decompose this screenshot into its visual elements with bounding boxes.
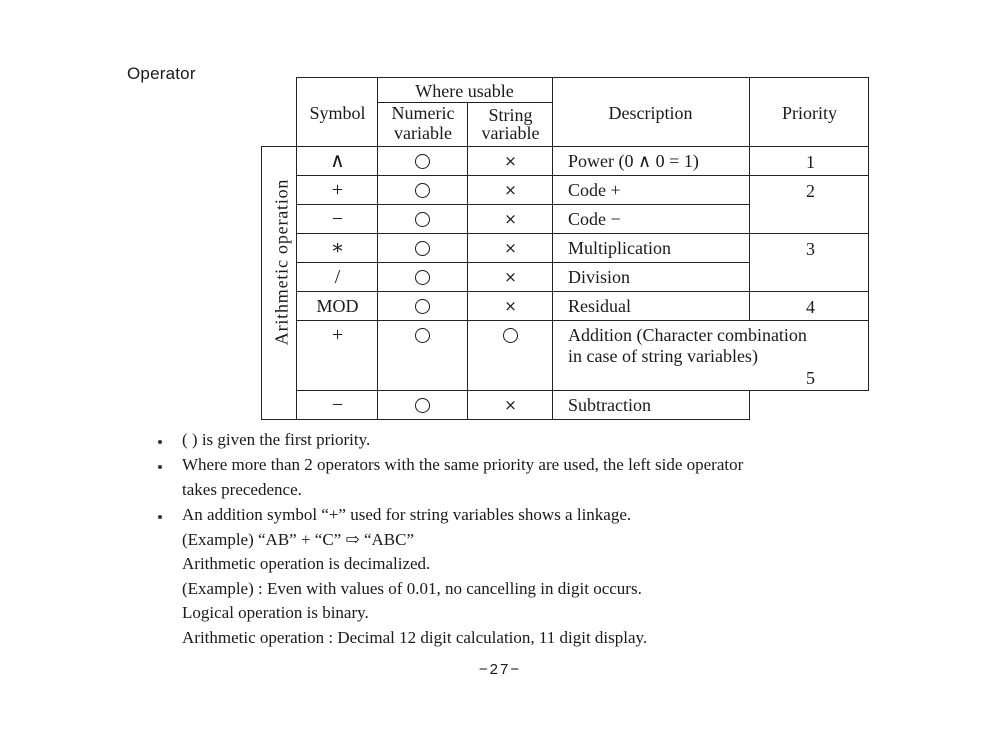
table-rule [296,390,553,391]
operator-description: Power (0 ∧ 0 = 1) [568,151,699,171]
table-rule [749,204,750,234]
usable-yes-mark [415,270,430,285]
table-rule [749,77,750,147]
operator-symbol: + [331,324,344,346]
operator-symbol: − [331,208,344,230]
table-rule [296,262,553,263]
header-numeric-variable: Numeric [391,103,455,123]
usable-no-mark: × [504,297,517,315]
usable-no-mark: × [504,239,517,257]
usable-no-mark: × [504,268,517,286]
usable-yes-mark [415,154,430,169]
note-text: Arithmetic operation is decimalized. [182,554,431,573]
table-rule [749,390,750,420]
table-rule [749,291,750,321]
usable-yes-mark [415,183,430,198]
table-rule [261,146,869,147]
operator-description: Code − [568,209,621,229]
table-rule [296,233,553,234]
note-text: (Example) “AB” + “C” ⇨ “ABC” [182,529,415,549]
usable-yes-mark [415,398,430,413]
table-rule [552,291,750,292]
priority-value: 3 [806,239,815,259]
usable-yes-mark [415,299,430,314]
bullet-icon [158,515,162,519]
note-text: takes precedence. [182,480,302,499]
operator-description: Subtraction [568,395,651,415]
operator-symbol: − [331,394,344,416]
table-rule [552,390,869,391]
table-rule [261,146,262,420]
table-rule [552,204,750,205]
header-string-variable: String [488,105,533,125]
table-rule [749,175,750,205]
table-rule [749,233,869,234]
header-where-usable: Where usable [415,81,514,101]
priority-value: 1 [806,152,815,172]
operator-description: Multiplication [568,238,671,258]
table-rule [749,291,869,292]
note-text: (Example) : Even with values of 0.01, no cancelling in digit occurs. [182,578,642,598]
operator-symbol: ∧ [330,150,345,172]
priority-value: 2 [806,181,815,201]
note-text: Logical operation is binary. [182,603,369,622]
section-heading: Operator [127,64,196,83]
group-label-arithmetic-operation: Arithmetic operation [271,178,292,346]
operator-description: Division [568,267,631,287]
header-description: Description [608,103,693,123]
table-rule [261,419,750,420]
usable-yes-mark [415,212,430,227]
note-text: An addition symbol “+” used for string variables shows a linkage. [182,505,632,524]
bullet-icon [158,465,162,469]
header-string-variable: variable [481,123,540,143]
bullet-icon [158,440,162,444]
priority-value: 5 [806,368,815,388]
usable-no-mark: × [504,181,517,199]
table-rule [296,204,553,205]
table-rule [552,320,869,321]
table-rule [868,320,869,391]
header-priority: Priority [781,103,838,123]
operator-description: in case of string variables) [568,346,758,366]
operator-description: Addition (Character combination [568,325,807,345]
table-rule [749,175,869,176]
table-rule [296,291,553,292]
table-rule [296,77,297,420]
usable-no-mark: × [504,152,517,170]
table-rule [296,320,553,321]
table-rule [749,146,750,176]
operator-symbol: + [331,179,344,201]
table-rule [552,262,750,263]
table-rule [749,262,750,292]
table-rule [296,175,553,176]
table-rule [552,175,750,176]
usable-no-mark: × [504,210,517,228]
note-text: Where more than 2 operators with the same priority are used, the left side operator [182,455,744,474]
table-rule [467,102,468,420]
table-rule [552,77,553,420]
operator-symbol: MOD [316,296,359,316]
table-rule [749,233,750,263]
usable-yes-mark [415,241,430,256]
operator-description: Code + [568,180,621,200]
priority-value: 4 [806,297,815,317]
usable-yes-mark [503,328,518,343]
header-symbol: Symbol [309,103,366,123]
usable-no-mark: × [504,396,517,414]
table-rule [377,77,378,420]
operator-symbol: / [334,266,341,288]
note-text: Arithmetic operation : Decimal 12 digit calculation, 11 digit display. [182,627,648,647]
operator-symbol: ∗ [330,237,345,259]
table-rule [552,233,750,234]
header-numeric-variable: variable [394,123,452,143]
operator-description: Residual [568,296,631,316]
table-rule [296,77,869,78]
note-text: ( ) is given the first priority. [182,430,371,449]
page-number: −27− [478,661,522,678]
usable-yes-mark [415,328,430,343]
